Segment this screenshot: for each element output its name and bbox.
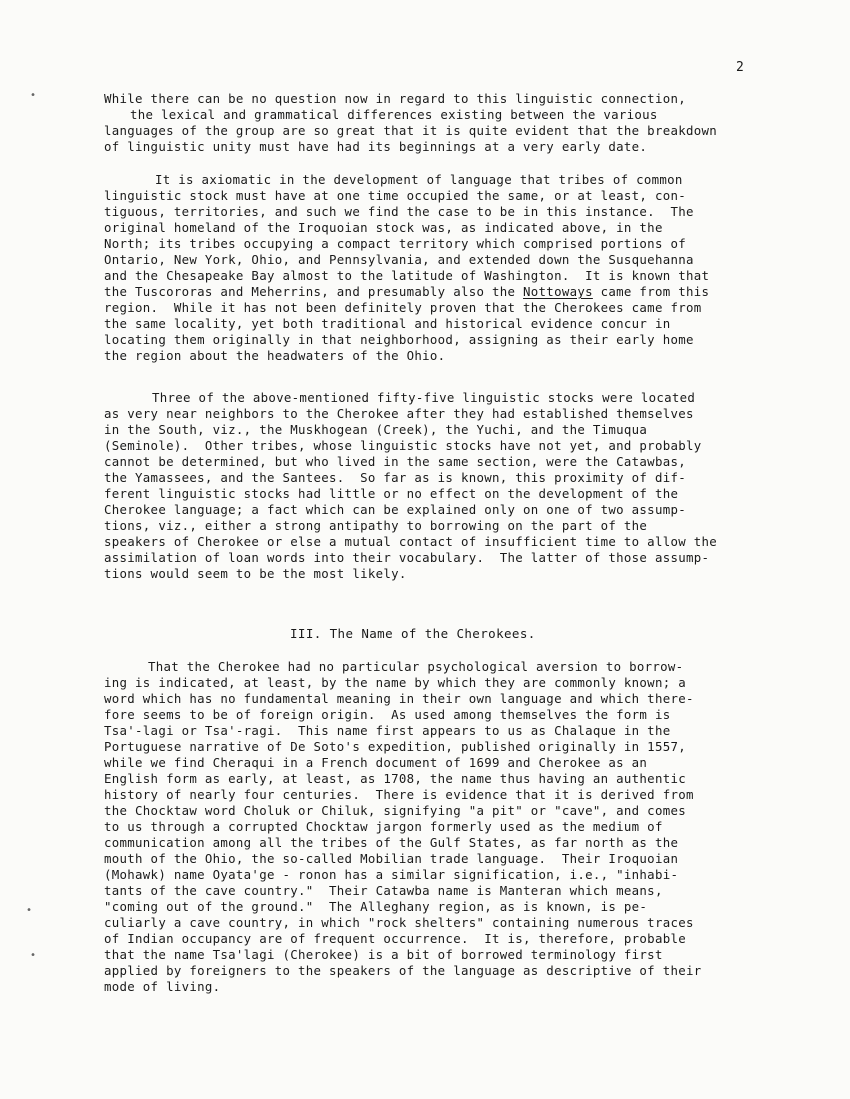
- text-line: original homeland of the Iroquoian stock was, as indicated above, in the: [104, 220, 663, 235]
- text-line: culiarly a cave country, in which "rock shelters" containing numerous traces: [104, 915, 694, 930]
- text-line: That the Cherokee had no particular psychological aversion to borrow-: [148, 659, 684, 674]
- text-line: (Mohawk) name Oyata'ge - ronon has a similar signification, i.e., "inhabi-: [104, 867, 679, 882]
- text-line: the same locality, yet both traditional and historical evidence concur in: [104, 316, 671, 331]
- text-line: tions would seem to be the most likely.: [104, 566, 407, 581]
- text-segment: the Tuscororas and Meherrins, and presumably also the: [104, 284, 524, 299]
- text-line: and the Chesapeake Bay almost to the latitude of Washington. It is known that: [104, 268, 710, 283]
- text-line: It is axiomatic in the development of language that tribes of common: [155, 172, 683, 187]
- text-line: [104, 284, 709, 300]
- text-line: English form as early, at least, as 1708, the name thus having an authentic: [104, 771, 686, 786]
- text-line: tions, viz., either a strong antipathy to borrowing on the part of the: [104, 518, 648, 533]
- text-line: ing is indicated, at least, by the name by which they are commonly known; a: [104, 675, 686, 690]
- text-line: region. While it has not been definitely proven that the Cherokees came from: [104, 300, 702, 315]
- text-line: the lexical and grammatical differences existing between the various: [130, 107, 658, 122]
- page-number: 2: [736, 60, 744, 75]
- text-line: of linguistic unity must have had its beginnings at a very early date.: [104, 139, 648, 154]
- text-line: word which has no fundamental meaning in their own language and which there-: [104, 691, 694, 706]
- text-line: speakers of Cherokee or else a mutual contact of insufficient time to allow the: [104, 534, 718, 549]
- text-line: applied by foreigners to the speakers of the language as descriptive of their: [104, 963, 702, 978]
- text-line: history of nearly four centuries. There is evidence that it is derived from: [104, 787, 694, 802]
- text-segment: came from this: [592, 284, 710, 299]
- text-line: of Indian occupancy are of frequent occurrence. It is, therefore, probable: [104, 931, 686, 946]
- text-line: ferent linguistic stocks had little or no effect on the development of the: [104, 486, 679, 501]
- text-line: Ontario, New York, Ohio, and Pennsylvania, and extended down the Susquehanna: [104, 252, 694, 267]
- text-line: linguistic stock must have at one time occupied the same, or at least, con-: [104, 188, 686, 203]
- text-line: that the name Tsa'lagi (Cherokee) is a bit of borrowed terminology first: [104, 947, 663, 962]
- margin-mark: •: [30, 90, 37, 101]
- text-line: Tsa'-lagi or Tsa'-ragi. This name first appears to us as Chalaque in the: [104, 723, 671, 738]
- text-line: locating them originally in that neighborhood, assigning as their early home: [104, 332, 694, 347]
- text-line: communication among all the tribes of the Gulf States, as far north as the: [104, 835, 679, 850]
- text-line: Three of the above-mentioned fifty-five linguistic stocks were located: [152, 390, 696, 405]
- underlined-term: Nottoways: [523, 284, 593, 299]
- text-line: the Yamassees, and the Santees. So far as is known, this proximity of dif-: [104, 470, 686, 485]
- text-line: North; its tribes occupying a compact territory which comprised portions of: [104, 236, 686, 251]
- text-line: the region about the headwaters of the Ohio.: [104, 348, 446, 363]
- text-line: (Seminole). Other tribes, whose linguistic stocks have not yet, and probably: [104, 438, 702, 453]
- margin-mark: •: [26, 905, 33, 916]
- text-line: While there can be no question now in regard to this linguistic connection,: [104, 91, 686, 106]
- section-heading: III. The Name of the Cherokees.: [290, 626, 536, 641]
- text-line: Cherokee language; a fact which can be explained only on one of two assump-: [104, 502, 686, 517]
- text-line: as very near neighbors to the Cherokee after they had established themselves: [104, 406, 694, 421]
- text-line: cannot be determined, but who lived in the same section, were the Catawbas,: [104, 454, 686, 469]
- text-line: assimilation of loan words into their vocabulary. The latter of those assump-: [104, 550, 710, 565]
- text-line: fore seems to be of foreign origin. As used among themselves the form is: [104, 707, 671, 722]
- text-line: tiguous, territories, and such we find the case to be in this instance. The: [104, 204, 694, 219]
- text-line: tants of the cave country." Their Catawba name is Manteran which means,: [104, 883, 663, 898]
- text-line: "coming out of the ground." The Alleghany region, as is known, is pe-: [104, 899, 648, 914]
- text-line: mode of living.: [104, 979, 221, 994]
- text-line: while we find Cheraqui in a French document of 1699 and Cherokee as an: [104, 755, 648, 770]
- text-line: mouth of the Ohio, the so-called Mobilian trade language. Their Iroquoian: [104, 851, 679, 866]
- margin-mark: •: [30, 950, 37, 961]
- text-line: languages of the group are so great that it is quite evident that the breakdown: [104, 123, 718, 138]
- text-line: Portuguese narrative of De Soto's expedition, published originally in 1557,: [104, 739, 686, 754]
- text-line: to us through a corrupted Chocktaw jargon formerly used as the medium of: [104, 819, 663, 834]
- text-line: the Chocktaw word Choluk or Chiluk, signifying "a pit" or "cave", and comes: [104, 803, 686, 818]
- text-line: in the South, viz., the Muskhogean (Creek), the Yuchi, and the Timuqua: [104, 422, 648, 437]
